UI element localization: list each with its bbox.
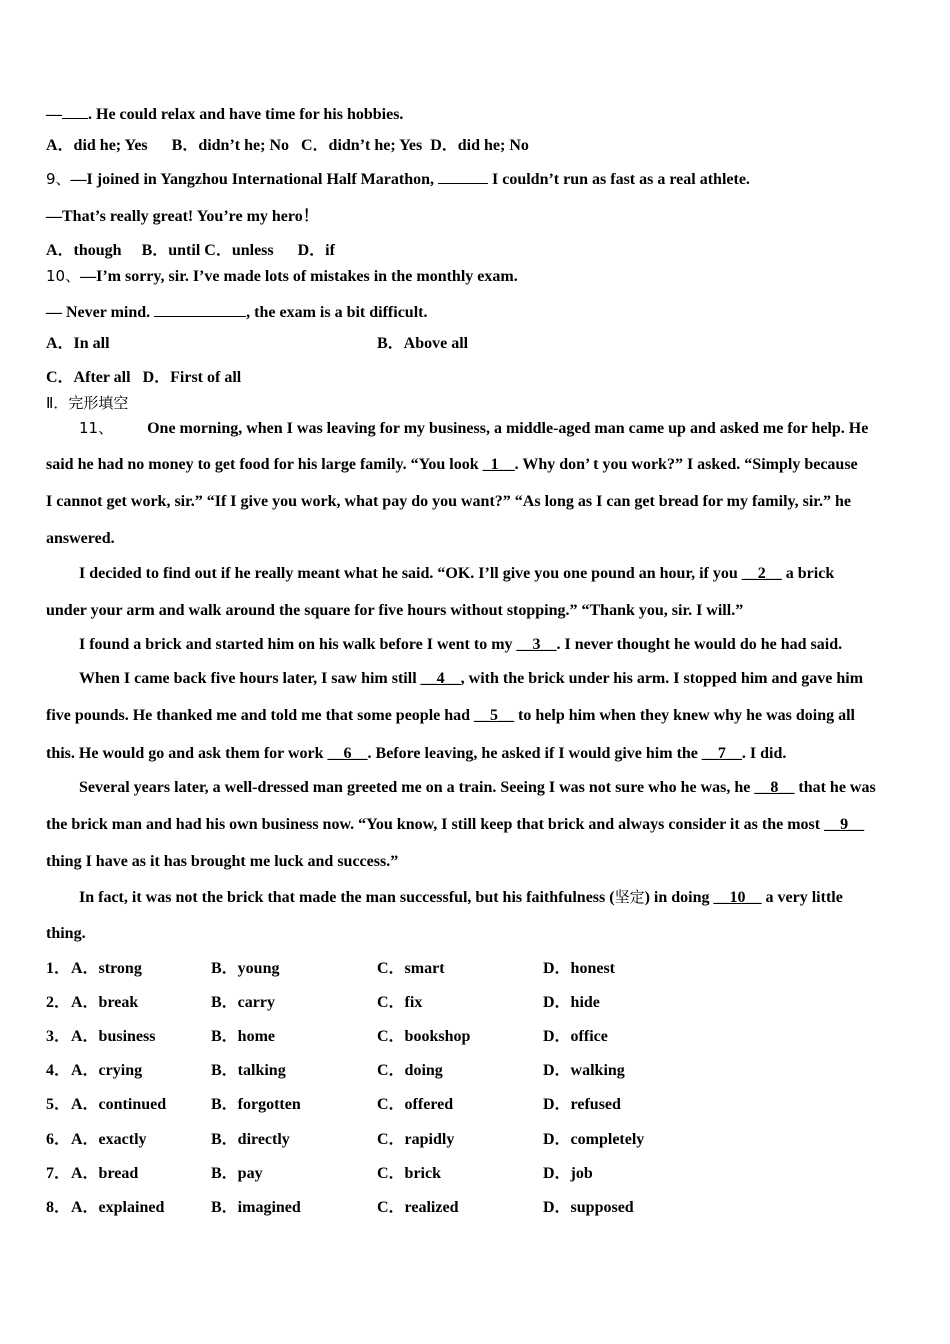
choice-option-a[interactable]: A．business bbox=[71, 1028, 156, 1045]
choice-option-c[interactable]: C．rapidly bbox=[377, 1131, 455, 1148]
q10-prompt: 10、—I’m sorry, sir. I’ve made lots of mistakes in the monthly exam. bbox=[46, 267, 518, 285]
choice-option-b[interactable]: B．carry bbox=[211, 994, 275, 1011]
passage-p6-line1: In fact, it was not the brick that made the man successful, but his faithfulness (坚定) in doing __10__ a very little bbox=[79, 888, 843, 906]
passage-p1-line4: answered. bbox=[46, 530, 115, 547]
passage-p2-line1: I decided to find out if he really meant what he said. “OK. I’ll give you one pound an hour, if you __2__ a brick bbox=[79, 565, 835, 582]
choice-option-c[interactable]: C．offered bbox=[377, 1096, 454, 1113]
passage-p1-line3: I cannot get work, sir.” “If I give you work, what pay do you want?” “As long as I can get bread for my family, sir.” he bbox=[46, 493, 851, 510]
choice-option-b[interactable]: B．directly bbox=[211, 1131, 290, 1148]
blank-9: __9__ bbox=[824, 816, 865, 833]
blank-2: __2__ bbox=[741, 565, 782, 582]
choice-option-a[interactable]: A．bread bbox=[71, 1165, 139, 1182]
choice-option-b[interactable]: B．home bbox=[211, 1028, 276, 1045]
choice-number: 7． bbox=[46, 1165, 71, 1182]
q10-blank bbox=[154, 300, 246, 317]
blank-3: __3__ bbox=[516, 636, 557, 653]
q10-option-b: B．Above all bbox=[377, 335, 469, 352]
passage-p1-line1: 11、 One morning, when I was leaving for my business, a middle-aged man came up and asked me for help. He bbox=[79, 419, 869, 437]
blank-4: __4__ bbox=[420, 670, 461, 687]
passage-p3-line1: I found a brick and started him on his walk before I went to my __3__. I never thought he would do he had said. bbox=[79, 636, 843, 653]
q9-prompt: 9、—I joined in Yangzhou International Half Marathon, I couldn’t run as fast as a real athlete. bbox=[46, 167, 750, 190]
choice-option-d[interactable]: D．completely bbox=[543, 1131, 645, 1148]
choice-option-b[interactable]: B．imagined bbox=[211, 1199, 301, 1216]
choice-number: 4． bbox=[46, 1062, 71, 1079]
choice-option-b[interactable]: B．young bbox=[211, 960, 280, 977]
blank-10: __10__ bbox=[713, 889, 762, 906]
choice-option-a[interactable]: A．crying bbox=[71, 1062, 143, 1079]
choice-option-a[interactable]: A．exactly bbox=[71, 1131, 147, 1148]
choice-option-a[interactable]: A．strong bbox=[71, 960, 142, 977]
choice-number: 1． bbox=[46, 960, 71, 977]
blank-8: __8__ bbox=[754, 779, 795, 796]
choice-option-c[interactable]: C．doing bbox=[377, 1062, 443, 1079]
q9-options: A．though B．until C．unless D．if bbox=[46, 242, 335, 259]
q10-option-a: A．In all bbox=[46, 335, 110, 352]
choice-option-a[interactable]: A．explained bbox=[71, 1199, 165, 1216]
passage-p5-line2: the brick man and had his own business now. “You know, I still keep that brick and always consider it as the most __9__ bbox=[46, 816, 865, 833]
passage-p6-line2: thing. bbox=[46, 925, 86, 942]
passage-p4-line1: When I came back five hours later, I saw him still __4__, with the brick under his arm. I stopped him and gave him bbox=[79, 670, 864, 687]
q8-options: A．did he; Yes B．didn’t he; No C．didn’t he; Yes D．did he; No bbox=[46, 137, 529, 154]
q9-reply: —That’s really great! You’re my hero！ bbox=[46, 208, 319, 225]
q10-reply: — Never mind. , the exam is a bit difficult. bbox=[46, 300, 427, 323]
choice-option-b[interactable]: B．forgotten bbox=[211, 1096, 301, 1113]
choice-option-c[interactable]: C．smart bbox=[377, 960, 445, 977]
section-heading: Ⅱ．完形填空 bbox=[46, 394, 129, 412]
choice-number: 6． bbox=[46, 1131, 71, 1148]
passage-p5-line3: thing I have as it has brought me luck and success.” bbox=[46, 853, 399, 870]
passage-p4-line2: five pounds. He thanked me and told me that some people had __5__ to help him when they knew why he was doing all bbox=[46, 707, 855, 724]
choice-number: 8． bbox=[46, 1199, 71, 1216]
q8-blank bbox=[62, 102, 88, 119]
choice-option-a[interactable]: A．continued bbox=[71, 1096, 167, 1113]
choice-option-c[interactable]: C．realized bbox=[377, 1199, 459, 1216]
choice-number: 5． bbox=[46, 1096, 71, 1113]
choice-option-d[interactable]: D．walking bbox=[543, 1062, 625, 1079]
choice-option-a[interactable]: A．break bbox=[71, 994, 139, 1011]
q9-blank bbox=[438, 167, 488, 184]
choice-option-d[interactable]: D．hide bbox=[543, 994, 600, 1011]
blank-1: _1__ bbox=[482, 456, 515, 473]
passage-p2-line2: under your arm and walk around the square for five hours without stopping.” “Thank you, sir. I will.” bbox=[46, 602, 744, 619]
blank-7: __7__ bbox=[701, 745, 742, 762]
choice-option-c[interactable]: C．fix bbox=[377, 994, 423, 1011]
q10-options-cd: C．After all D．First of all bbox=[46, 369, 242, 386]
choice-option-d[interactable]: D．supposed bbox=[543, 1199, 634, 1216]
choice-option-c[interactable]: C．brick bbox=[377, 1165, 442, 1182]
choice-option-d[interactable]: D．refused bbox=[543, 1096, 621, 1113]
choice-option-b[interactable]: B．pay bbox=[211, 1165, 263, 1182]
choice-option-c[interactable]: C．bookshop bbox=[377, 1028, 471, 1045]
choice-number: 3． bbox=[46, 1028, 71, 1045]
blank-5: __5__ bbox=[474, 707, 515, 724]
passage-p1-line2: said he had no money to get food for his large family. “You look _1__. Why don’ t you work?” I asked. “Simply because bbox=[46, 456, 858, 473]
q8-answer-line: — . He could relax and have time for his hobbies. bbox=[46, 102, 403, 125]
choice-number: 2． bbox=[46, 994, 71, 1011]
choice-option-d[interactable]: D．office bbox=[543, 1028, 608, 1045]
blank-6: __6__ bbox=[327, 745, 368, 762]
choice-option-d[interactable]: D．job bbox=[543, 1165, 593, 1182]
passage-p4-line3: this. He would go and ask them for work __6__. Before leaving, he asked if I would give him the __7__. I did. bbox=[46, 745, 787, 762]
choice-option-d[interactable]: D．honest bbox=[543, 960, 616, 977]
choice-option-b[interactable]: B．talking bbox=[211, 1062, 286, 1079]
passage-p5-line1: Several years later, a well-dressed man greeted me on a train. Seeing I was not sure who he was, he __8__ that he was bbox=[79, 779, 876, 796]
